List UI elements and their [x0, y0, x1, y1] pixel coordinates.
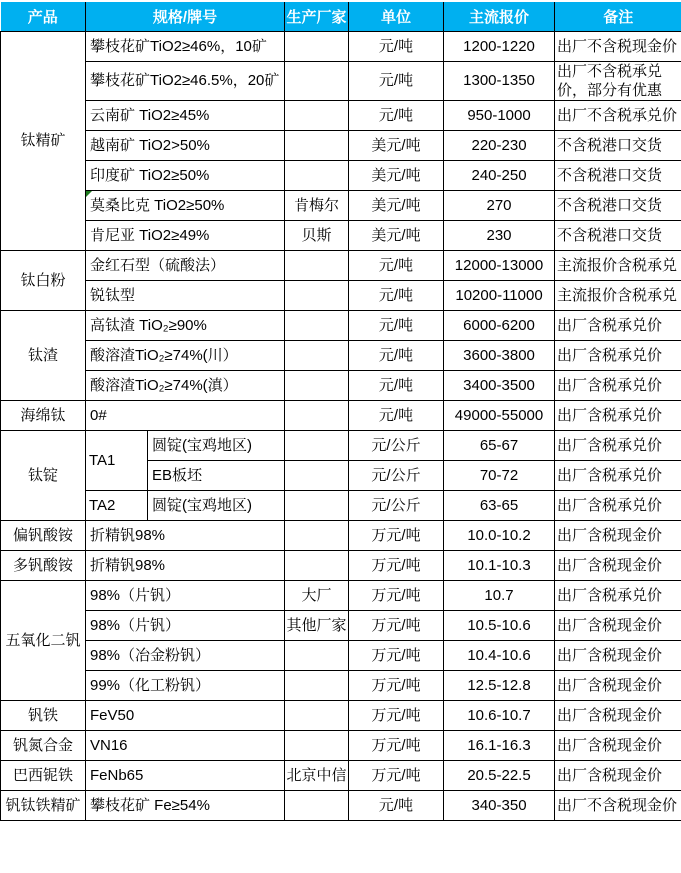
note-cell: 出厂不含税现金价: [555, 790, 681, 820]
note-cell: 出厂含税承兑价: [555, 490, 681, 520]
unit-cell: 元/公斤: [349, 460, 444, 490]
header-note: 备注: [555, 2, 681, 31]
spec-cell: [86, 700, 285, 730]
spec-text: 金红石型（硫酸法）: [90, 256, 226, 274]
note-cell: 出厂含税现金价: [555, 610, 681, 640]
producer-cell: [285, 100, 349, 130]
price-cell: 3600-3800: [444, 340, 555, 370]
unit-cell: 万元/吨: [349, 730, 444, 760]
unit-cell: 万元/吨: [349, 520, 444, 550]
spec-text: 98%（片钒）: [90, 586, 181, 604]
product-cell: 钛渣: [1, 310, 86, 400]
spec-cell: [86, 670, 285, 700]
note-cell: 出厂含税承兑价: [555, 430, 681, 460]
spec-text: 肯尼亚 TiO2≥49%: [90, 226, 210, 244]
price-cell: 230: [444, 220, 555, 250]
producer-cell: [285, 700, 349, 730]
product-cell: 钛锭: [1, 430, 86, 520]
price-cell: 63-65: [444, 490, 555, 520]
spec-text: 折精钒98%: [90, 526, 166, 544]
unit-cell: 元/吨: [349, 370, 444, 400]
note-cell: 出厂含税现金价: [555, 640, 681, 670]
spec-cell: 圆锭(宝鸡地区): [148, 490, 285, 520]
product-cell: 钛白粉: [1, 250, 86, 310]
table-row: [1, 550, 681, 580]
note-cell: 出厂含税现金价: [555, 550, 681, 580]
spec-cell: [86, 580, 285, 610]
producer-cell: [285, 640, 349, 670]
unit-cell: 元/公斤: [349, 490, 444, 520]
producer-cell: [285, 31, 349, 61]
producer-cell: [285, 520, 349, 550]
price-cell: 49000-55000: [444, 400, 555, 430]
producer-cell: [285, 340, 349, 370]
unit-cell: 元/公斤: [349, 430, 444, 460]
note-cell: 出厂含税承兑价: [555, 400, 681, 430]
note-cell: 不含税港口交货: [555, 220, 681, 250]
unit-cell: 元/吨: [349, 100, 444, 130]
producer-cell: [285, 370, 349, 400]
note-cell: 主流报价含税承兑: [555, 250, 681, 280]
spec-cell: [86, 310, 285, 340]
unit-cell: 元/吨: [349, 340, 444, 370]
spec-text: 攀枝花矿 Fe≥54%: [90, 796, 210, 814]
price-cell: 6000-6200: [444, 310, 555, 340]
spec-cell: [86, 790, 285, 820]
table-row: [1, 340, 681, 370]
spec-cell: [86, 610, 285, 640]
table-row: [1, 520, 681, 550]
producer-cell: [285, 790, 349, 820]
product-cell: 钛精矿: [1, 31, 86, 250]
spec-text: FeV50: [90, 706, 135, 724]
spec-text: 越南矿 TiO2>50%: [90, 136, 210, 154]
spec-text: 锐钛型: [90, 286, 136, 304]
unit-cell: 元/吨: [349, 790, 444, 820]
table-row: [1, 700, 681, 730]
price-cell: 10.5-10.6: [444, 610, 555, 640]
note-cell: 出厂不含税承兑价，部分有优惠: [555, 61, 681, 100]
product-cell: 钒铁: [1, 700, 86, 730]
table-row: [1, 61, 681, 100]
product-cell: 多钒酸铵: [1, 550, 86, 580]
table-row: [1, 160, 681, 190]
spec-text: 酸溶渣TiO₂≥74%(滇）: [90, 376, 238, 394]
table-row: [1, 760, 681, 790]
header-spec: 规格/牌号: [86, 2, 285, 31]
unit-cell: 美元/吨: [349, 160, 444, 190]
spec-cell: 圆锭(宝鸡地区): [148, 430, 285, 460]
table-row: [1, 280, 681, 310]
spec-cell: [86, 370, 285, 400]
unit-cell: 万元/吨: [349, 550, 444, 580]
spec-cell: [86, 190, 285, 220]
table-row: [1, 640, 681, 670]
spec-cell: [86, 130, 285, 160]
price-cell: 10.7: [444, 580, 555, 610]
grade-cell: TA1: [86, 430, 148, 490]
price-cell: 240-250: [444, 160, 555, 190]
note-cell: 主流报价含税承兑: [555, 280, 681, 310]
price-cell: 340-350: [444, 790, 555, 820]
spec-text: 印度矿 TiO2≥50%: [90, 166, 210, 184]
table-row: [1, 130, 681, 160]
header-producer: 生产厂家: [285, 2, 349, 31]
table-row: [1, 400, 681, 430]
spec-text: 98%（冶金粉钒）: [90, 646, 211, 664]
unit-cell: 万元/吨: [349, 670, 444, 700]
producer-cell: [285, 550, 349, 580]
price-cell: 10.6-10.7: [444, 700, 555, 730]
product-cell: 海绵钛: [1, 400, 86, 430]
spec-cell: EB板坯: [148, 460, 285, 490]
unit-cell: 元/吨: [349, 400, 444, 430]
product-cell: 巴西铌铁: [1, 760, 86, 790]
price-cell: 950-1000: [444, 100, 555, 130]
producer-cell: 其他厂家: [285, 610, 349, 640]
spec-text: 云南矿 TiO2≥45%: [90, 106, 210, 124]
producer-cell: [285, 250, 349, 280]
spec-cell: [86, 61, 285, 100]
spec-cell: [86, 550, 285, 580]
unit-cell: 美元/吨: [349, 130, 444, 160]
price-cell: 1300-1350: [444, 61, 555, 100]
unit-cell: 美元/吨: [349, 220, 444, 250]
grade-cell: TA2: [86, 490, 148, 520]
header-product: 产品: [1, 2, 86, 31]
producer-cell: 大厂: [285, 580, 349, 610]
producer-cell: [285, 730, 349, 760]
table-row: [1, 100, 681, 130]
unit-cell: 元/吨: [349, 250, 444, 280]
producer-cell: 贝斯: [285, 220, 349, 250]
producer-cell: [285, 460, 349, 490]
comment-marker-icon: [86, 191, 92, 197]
spec-cell: [86, 760, 285, 790]
unit-cell: 元/吨: [349, 280, 444, 310]
spec-text: 攀枝花矿TiO2≥46%，10矿: [90, 37, 267, 55]
price-cell: 10.0-10.2: [444, 520, 555, 550]
note-cell: 出厂含税承兑价: [555, 460, 681, 490]
note-cell: 出厂不含税承兑价: [555, 100, 681, 130]
table-row: [1, 190, 681, 220]
unit-cell: 万元/吨: [349, 700, 444, 730]
product-cell: 偏钒酸铵: [1, 520, 86, 550]
product-cell: 钒氮合金: [1, 730, 86, 760]
spec-cell: [86, 250, 285, 280]
producer-cell: [285, 400, 349, 430]
table-row: [1, 670, 681, 700]
spec-cell: [86, 220, 285, 250]
note-cell: 出厂含税现金价: [555, 760, 681, 790]
note-cell: 出厂含税承兑价: [555, 310, 681, 340]
producer-cell: [285, 130, 349, 160]
header-price: 主流报价: [444, 2, 555, 31]
spec-text: 0#: [90, 406, 107, 424]
note-cell: 不含税港口交货: [555, 130, 681, 160]
price-table: [0, 2, 681, 821]
header-unit: 单位: [349, 2, 444, 31]
table-row: [1, 430, 681, 460]
table-row: [1, 31, 681, 61]
price-cell: 10200-11000: [444, 280, 555, 310]
unit-cell: 美元/吨: [349, 190, 444, 220]
spec-cell: [86, 730, 285, 760]
spec-cell: [86, 280, 285, 310]
unit-cell: 万元/吨: [349, 610, 444, 640]
table-row: [1, 490, 681, 520]
product-cell: 钒钛铁精矿: [1, 790, 86, 820]
price-cell: 70-72: [444, 460, 555, 490]
unit-cell: 元/吨: [349, 31, 444, 61]
price-cell: 270: [444, 190, 555, 220]
spec-cell: [86, 100, 285, 130]
spec-cell: [86, 160, 285, 190]
spec-cell: [86, 400, 285, 430]
price-cell: 16.1-16.3: [444, 730, 555, 760]
note-cell: 出厂含税现金价: [555, 520, 681, 550]
note-cell: 不含税港口交货: [555, 190, 681, 220]
producer-cell: [285, 61, 349, 100]
price-cell: 12000-13000: [444, 250, 555, 280]
unit-cell: 元/吨: [349, 310, 444, 340]
producer-cell: 北京中信: [285, 760, 349, 790]
spec-text: 酸溶渣TiO₂≥74%(川）: [90, 346, 238, 364]
spec-text: 98%（片钒）: [90, 616, 181, 634]
table-row: [1, 220, 681, 250]
table-row: [1, 250, 681, 280]
table-row: [1, 610, 681, 640]
spec-text: 莫桑比克 TiO2≥50%: [90, 196, 225, 214]
note-cell: 出厂含税现金价: [555, 730, 681, 760]
table-row: [1, 730, 681, 760]
note-cell: 不含税港口交货: [555, 160, 681, 190]
spec-text: 攀枝花矿TiO2≥46.5%，20矿: [90, 72, 280, 89]
spec-text: 99%（化工粉钒）: [90, 676, 211, 694]
price-cell: 220-230: [444, 130, 555, 160]
producer-cell: [285, 430, 349, 460]
spec-text: 高钛渣 TiO₂≥90%: [90, 316, 207, 334]
producer-cell: [285, 160, 349, 190]
spec-text: FeNb65: [90, 766, 144, 784]
header-row: [1, 2, 681, 31]
producer-cell: [285, 310, 349, 340]
note-cell: 出厂含税承兑价: [555, 340, 681, 370]
table-row: [1, 310, 681, 340]
producer-cell: [285, 490, 349, 520]
table-row: [1, 370, 681, 400]
unit-cell: 万元/吨: [349, 640, 444, 670]
producer-cell: 肯梅尔: [285, 190, 349, 220]
unit-cell: 万元/吨: [349, 580, 444, 610]
producer-cell: [285, 670, 349, 700]
unit-cell: 万元/吨: [349, 760, 444, 790]
spec-cell: [86, 31, 285, 61]
price-cell: 1200-1220: [444, 31, 555, 61]
spec-text: VN16: [90, 736, 128, 754]
note-cell: 出厂含税现金价: [555, 700, 681, 730]
table-body: [1, 31, 681, 820]
producer-cell: [285, 280, 349, 310]
spec-cell: [86, 640, 285, 670]
spec-cell: [86, 520, 285, 550]
note-cell: 出厂含税承兑价: [555, 580, 681, 610]
table-row: [1, 790, 681, 820]
product-cell: 五氧化二钒: [1, 580, 86, 700]
price-cell: 65-67: [444, 430, 555, 460]
table-header: [1, 2, 681, 31]
spec-cell: [86, 340, 285, 370]
note-cell: 出厂含税承兑价: [555, 370, 681, 400]
price-cell: 3400-3500: [444, 370, 555, 400]
price-cell: 20.5-22.5: [444, 760, 555, 790]
table-row: [1, 580, 681, 610]
note-cell: 出厂含税现金价: [555, 670, 681, 700]
note-cell: 出厂不含税现金价: [555, 31, 681, 61]
price-cell: 10.1-10.3: [444, 550, 555, 580]
spec-text: 折精钒98%: [90, 556, 166, 574]
price-cell: 10.4-10.6: [444, 640, 555, 670]
price-cell: 12.5-12.8: [444, 670, 555, 700]
unit-cell: 元/吨: [349, 61, 444, 100]
